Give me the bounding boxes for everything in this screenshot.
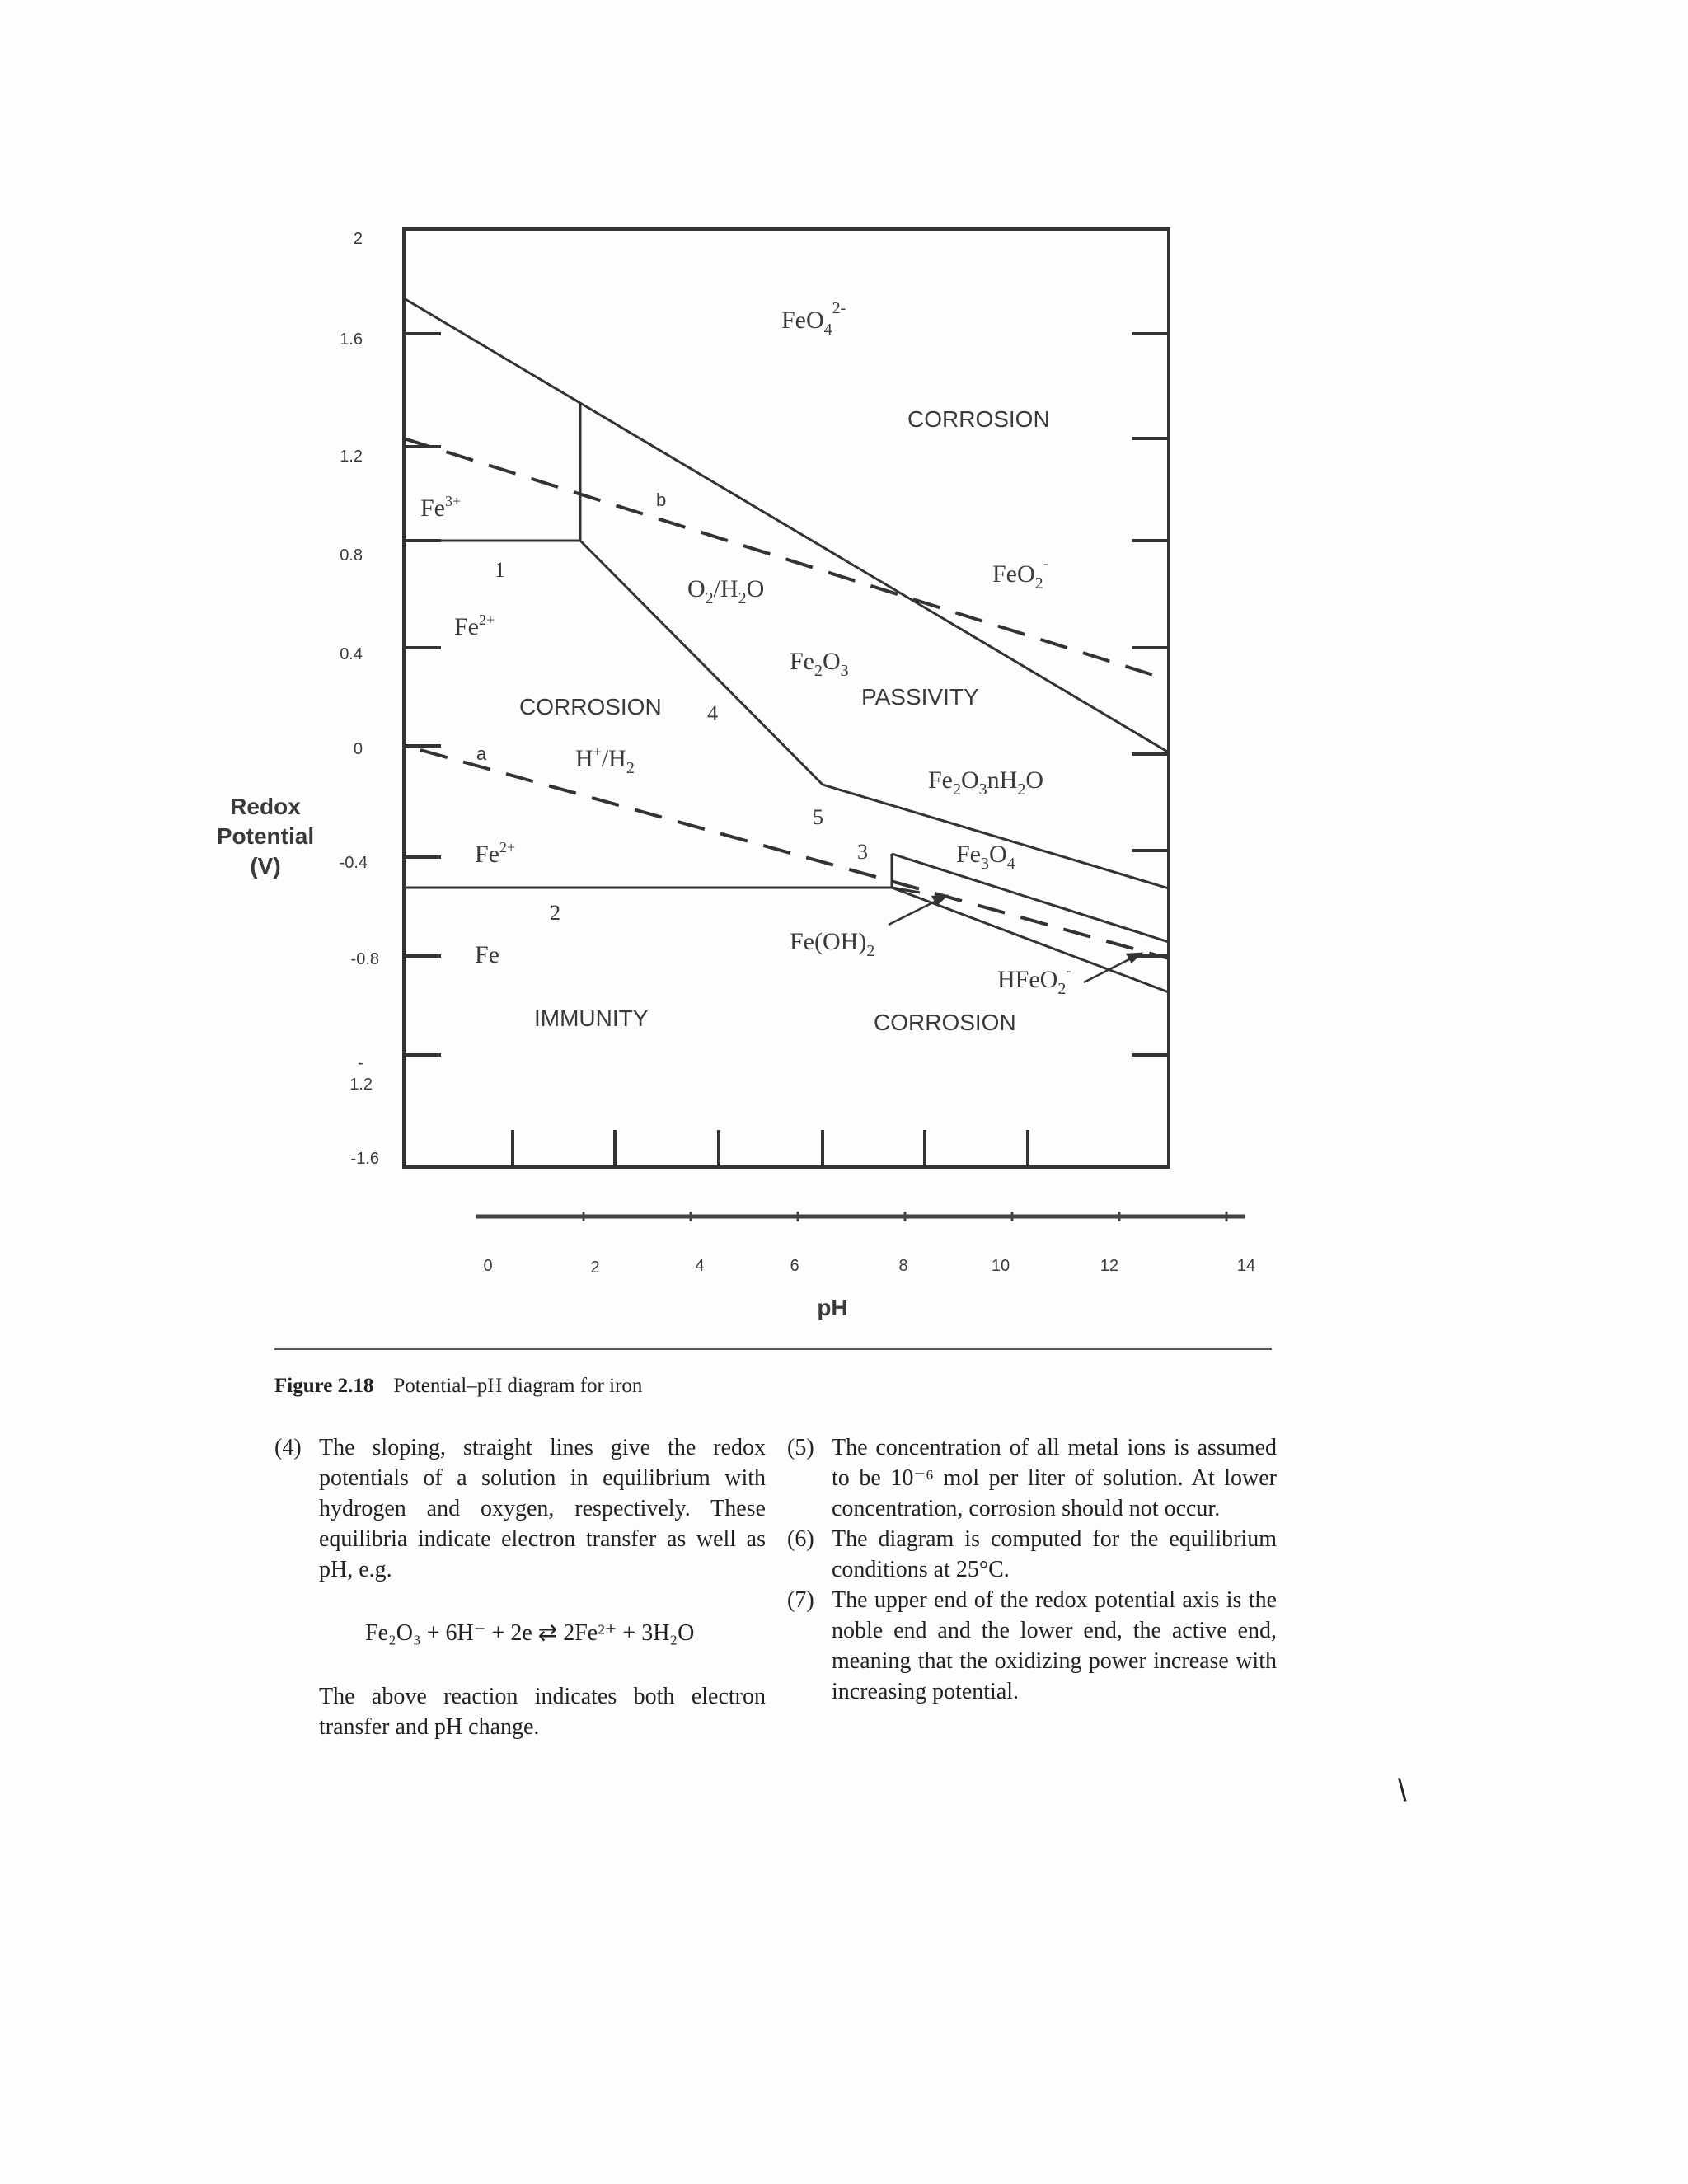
right-ticks [1132,334,1169,1055]
y-axis-title-line2: Potential [216,823,315,849]
list-item [787,1524,1277,1585]
item-text: The sloping, straight lines give the redox potentials of a solution in equilibrium with hydrogen and oxygen, respectively. These equilibria indicate electron transfer as well as pH, e.g. [319,1435,766,1582]
line-label-1: 1 [495,558,505,582]
species-o2-h2o: $O_2/H_2O$ [687,575,765,607]
equation-rhs: 2Fe²⁺ + 3H₂O [563,1620,695,1646]
x-tick-label: 14 [1236,1257,1256,1275]
y-tick-label: 1.2 [340,448,363,466]
line-label-3: 3 [857,840,868,864]
equation-arrow: ⇄ [537,1620,558,1646]
bottom-ticks [513,1130,1028,1167]
equation-lhs: Fe₂O₃ + 6H⁻ + 2e [365,1620,532,1646]
species-fe3: $Fe^{3+}$ [420,493,462,522]
item-number: (7) [787,1587,814,1613]
region-corrosion-left: CORROSION [519,694,662,719]
left-ticks [404,334,441,1055]
figure-caption [274,1375,642,1398]
y-tick-label: 0 [353,740,363,758]
list-item [787,1585,1277,1707]
x-tick-label: 0 [483,1257,493,1275]
x-tick-label: 4 [695,1257,705,1275]
y-tick-label: 2 [353,230,363,248]
y-tick-label: 1.2 [349,1076,373,1094]
x-tick-labels [483,1257,1255,1277]
region-corrosion-bottom: CORROSION [874,1010,1016,1035]
species-h-h2: $H^+/H_2$ [575,743,635,777]
y-axis-title-line3: (V) [250,853,281,879]
item-text: The upper end of the redox potential axis is the noble end and the lower end, the active end, meaning that the oxidizing power increase with increasing potential. [832,1587,1277,1704]
line-label-5: 5 [813,805,823,829]
y-tick-label: -0.8 [350,950,379,968]
item-number: (5) [787,1435,814,1460]
x-tick-label: 2 [590,1258,600,1277]
y-tick-labels [340,230,379,1168]
y-tick-label: 0.8 [340,546,363,565]
right-column [787,1432,1277,1707]
species-fe2-top: $Fe^{2+}$ [454,612,495,640]
caption-rule [274,1348,1272,1350]
paragraph-text: The above reaction indicates both electron transfer and pH change. [319,1684,766,1740]
line-label-2: 2 [550,901,560,925]
y-tick-label: -0.4 [339,854,368,872]
x-tick-label: 8 [898,1257,908,1275]
reaction-equation [365,1618,766,1648]
y-tick-dot: - [358,1054,363,1072]
region-corrosion-top: CORROSION [907,406,1050,432]
x-tick-label: 6 [790,1257,799,1275]
line-label-4: 4 [707,701,718,725]
item-text: The diagram is computed for the equilibrium conditions at 25°C. [832,1526,1277,1582]
list-item [787,1432,1277,1524]
list-item [274,1432,766,1585]
left-column [274,1432,766,1742]
species-fe-oh2: $Fe(OH)_2$ [790,928,875,960]
species-fe3o4: $Fe_3O_4$ [956,841,1015,873]
stray-backslash: \ [1398,1774,1407,1808]
figure-number: Figure 2.18 [274,1375,374,1397]
species-hfeo2: HFeO$_2$- [997,962,1072,998]
line-label-a: a [476,743,487,764]
species-fe2o3: $Fe_2O_3$ [790,648,849,680]
x-tick-label: 12 [1100,1257,1119,1275]
item-number: (6) [787,1526,814,1552]
region-passivity: PASSIVITY [861,684,979,710]
y-axis-title-line1: Redox [230,794,301,819]
y-tick-label: -1.6 [350,1150,379,1168]
species-fe2-bottom: $Fe^{2+}$ [475,839,516,868]
y-tick-label: 0.4 [340,645,363,663]
species-fe: Fe [475,941,499,968]
species-fe2o3-nh2o: $Fe_2O_3nH_2O$ [928,766,1044,799]
item-number: (4) [274,1435,302,1460]
line-label-b: b [656,490,667,510]
species-feo2: FeO$_2$- [992,555,1049,593]
item-text: The concentration of all metal ions is assumed to be 10⁻⁶ mol per liter of solution. At lower concentration, corrosion should not occur. [832,1435,1277,1521]
figure-caption-text: Potential–pH diagram for iron [393,1375,643,1397]
region-immunity: IMMUNITY [534,1005,649,1031]
species-feo4: FeO$_4^{2-}$ [781,299,846,339]
y-tick-label: 1.6 [340,330,363,349]
species-labels [420,299,1071,998]
x-axis-title: pH [817,1295,848,1320]
paragraph [274,1681,766,1742]
x-tick-label: 10 [991,1257,1010,1275]
